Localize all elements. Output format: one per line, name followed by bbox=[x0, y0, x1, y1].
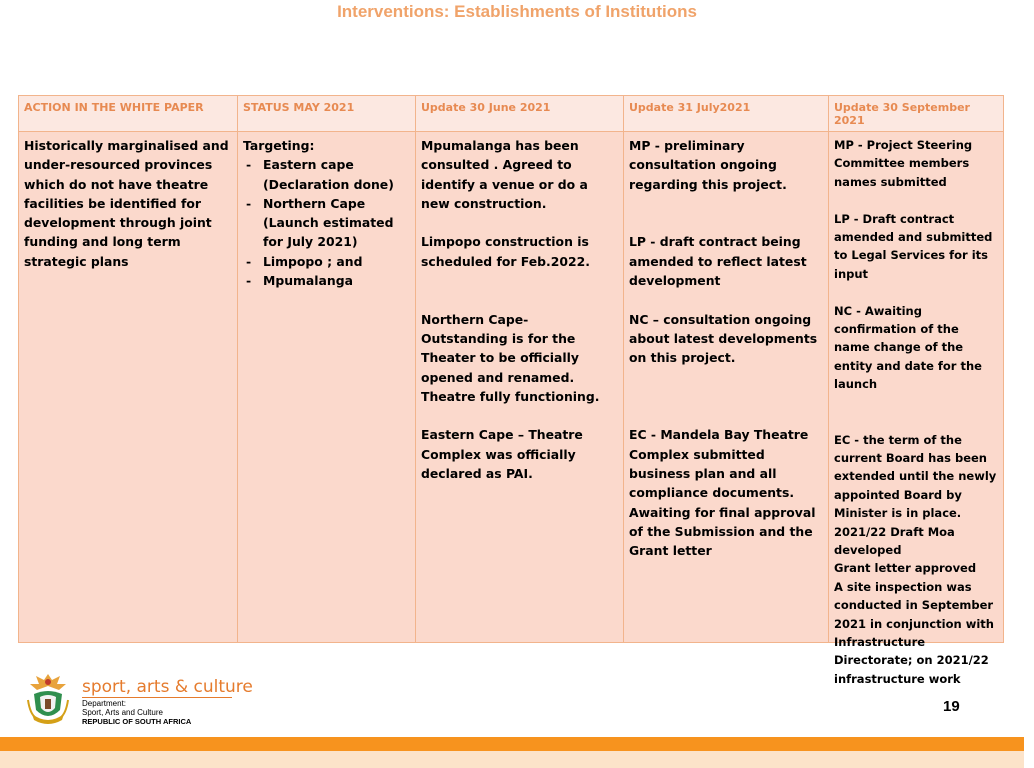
header-action: ACTION IN THE WHITE PAPER bbox=[19, 96, 238, 132]
logo-dept-line: Department: bbox=[82, 699, 127, 708]
status-heading: Targeting: bbox=[243, 138, 315, 153]
june-update-cell bbox=[416, 132, 624, 643]
list-item: - Limpopo ; and bbox=[243, 252, 410, 271]
slide-title: Interventions: Establishments of Institutions bbox=[337, 2, 697, 21]
logo-republic-text: REPUBLIC OF SOUTH AFRICA bbox=[82, 717, 192, 726]
table-header-row bbox=[19, 96, 1004, 132]
interventions-table bbox=[18, 95, 1004, 686]
status-target-list bbox=[243, 155, 410, 290]
header-june: Update 30 June 2021 bbox=[416, 96, 624, 132]
june-update-text: Mpumalanga has been consulted . Agreed to identify a venue or do a new construction. Limpopo construction is scheduled for Feb.2022. Northern Cape- Outstanding is for the Theater to be officially opened and renamed. Theatre fully functioning. Eastern Cape – Theatre Complex was officially declared as PAI. bbox=[421, 138, 600, 482]
logo-brand-text: sport, arts & culture bbox=[82, 677, 253, 697]
action-cell bbox=[19, 132, 238, 643]
footer-bar bbox=[0, 737, 1024, 751]
table-row bbox=[19, 132, 1004, 643]
september-update-text: MP - Project Steering Committee members names submitted LP - Draft contract amended and submitted to Legal Services for its input NC - Awaiting confirmation of the name change of the entity and date for the launch EC - the term of the current Board has been extended until the newly appointed Board by Minister is in place. 2021/22 Draft Moa developed Grant letter approved A site inspection was conducted in September 2021 in conjunction with Infrastructure Directorate; on 2021/22 infrastructure work bbox=[834, 138, 997, 686]
logo-divider bbox=[82, 697, 232, 698]
logo-dept-line: Sport, Arts and Culture bbox=[82, 708, 163, 717]
list-item: - Northern Cape (Launch estimated for July 2021) bbox=[243, 194, 410, 252]
status-cell bbox=[238, 132, 416, 643]
header-july: Update 31 July2021 bbox=[624, 96, 829, 132]
page-number: 19 bbox=[943, 698, 960, 715]
footer-band bbox=[0, 751, 1024, 768]
list-item: - Eastern cape (Declaration done) bbox=[243, 155, 410, 194]
july-update-text: MP - preliminary consultation ongoing regarding this project. LP - draft contract being amended to reflect latest development NC – consultation ongoing about latest developments on this project. EC - Mandela Bay Theatre Complex submitted business plan and all compliance documents. Awaiting for final approval of the Submission and the Grant letter bbox=[629, 138, 818, 559]
department-logo bbox=[26, 670, 253, 732]
coat-of-arms-icon bbox=[26, 670, 70, 730]
list-item: - Mpumalanga bbox=[243, 271, 410, 290]
action-text: Historically marginalised and under-resourced provinces which do not have theatre facilities be identified for development through joint funding and long term strategic plans bbox=[24, 138, 229, 269]
july-update-cell bbox=[624, 132, 829, 643]
september-update-cell bbox=[829, 132, 1004, 686]
header-september: Update 30 September 2021 bbox=[829, 96, 1004, 132]
header-status: STATUS MAY 2021 bbox=[238, 96, 416, 132]
logo-department-text bbox=[82, 699, 163, 717]
